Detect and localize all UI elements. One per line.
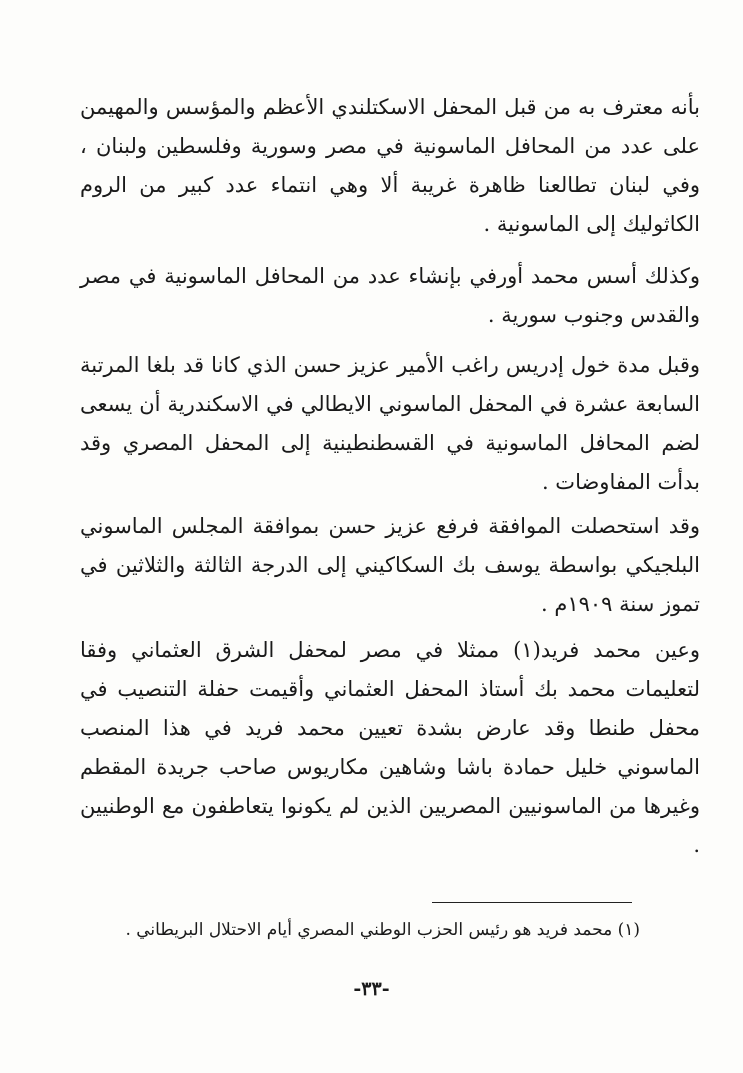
page-number: -٣٣- [353, 978, 390, 1000]
paragraph-2: وكذلك أسس محمد أورفي بإنشاء عدد من المحافل الماسونية في مصر والقدس وجنوب سورية . [80, 264, 700, 327]
paragraph-5: وعين محمد فريد(١) ممثلا في مصر لمحفل الشرق العثماني وفقا لتعليمات محمد بك أستاذ المحفل العثماني وأقيمت حفلة التنصيب في محفل طنطا وقد عارض بشدة تعيين محمد فريد في هذا المنصب الماسوني خليل حمادة باشا وشاهين مكاريوس صاحب جريدة المقطم وغيرها من الماسونيين المصريين الذين لم يكونوا يتعاطفون مع الوطنيين . [80, 638, 700, 857]
paragraph-1: بأنه معترف به من قبل المحفل الاسكتلندي الأعظم والمؤسس والمهيمن على عدد من المحافل الماسونية في مصر وسورية وفلسطين ولبنان ، وفي لبنان تطالعنا ظاهرة غريبة ألا وهي انتماء عدد كبير من الروم الكاثوليك إلى الماسونية . [80, 95, 700, 236]
footnote-divider [432, 902, 632, 903]
paragraph-3: وقبل مدة خول إدريس راغب الأمير عزيز حسن الذي كانا قد بلغا المرتبة السابعة عشرة في المحفل الماسوني الايطالي في الاسكندرية أن يسعى لضم المحافل الماسونية في القسطنطينية إلى المحفل المصري وقد بدأت المفاوضات . [80, 353, 700, 494]
paragraph-4: وقد استحصلت الموافقة فرفع عزيز حسن بموافقة المجلس الماسوني البلجيكي بواسطة يوسف بك السكاكيني إلى الدرجة الثالثة والثلاثين في تموز سنة ١٩٠٩م . [80, 514, 700, 616]
footnote: (١) محمد فريد هو رئيس الحزب الوطني المصري أيام الاحتلال البريطاني . [125, 920, 640, 940]
